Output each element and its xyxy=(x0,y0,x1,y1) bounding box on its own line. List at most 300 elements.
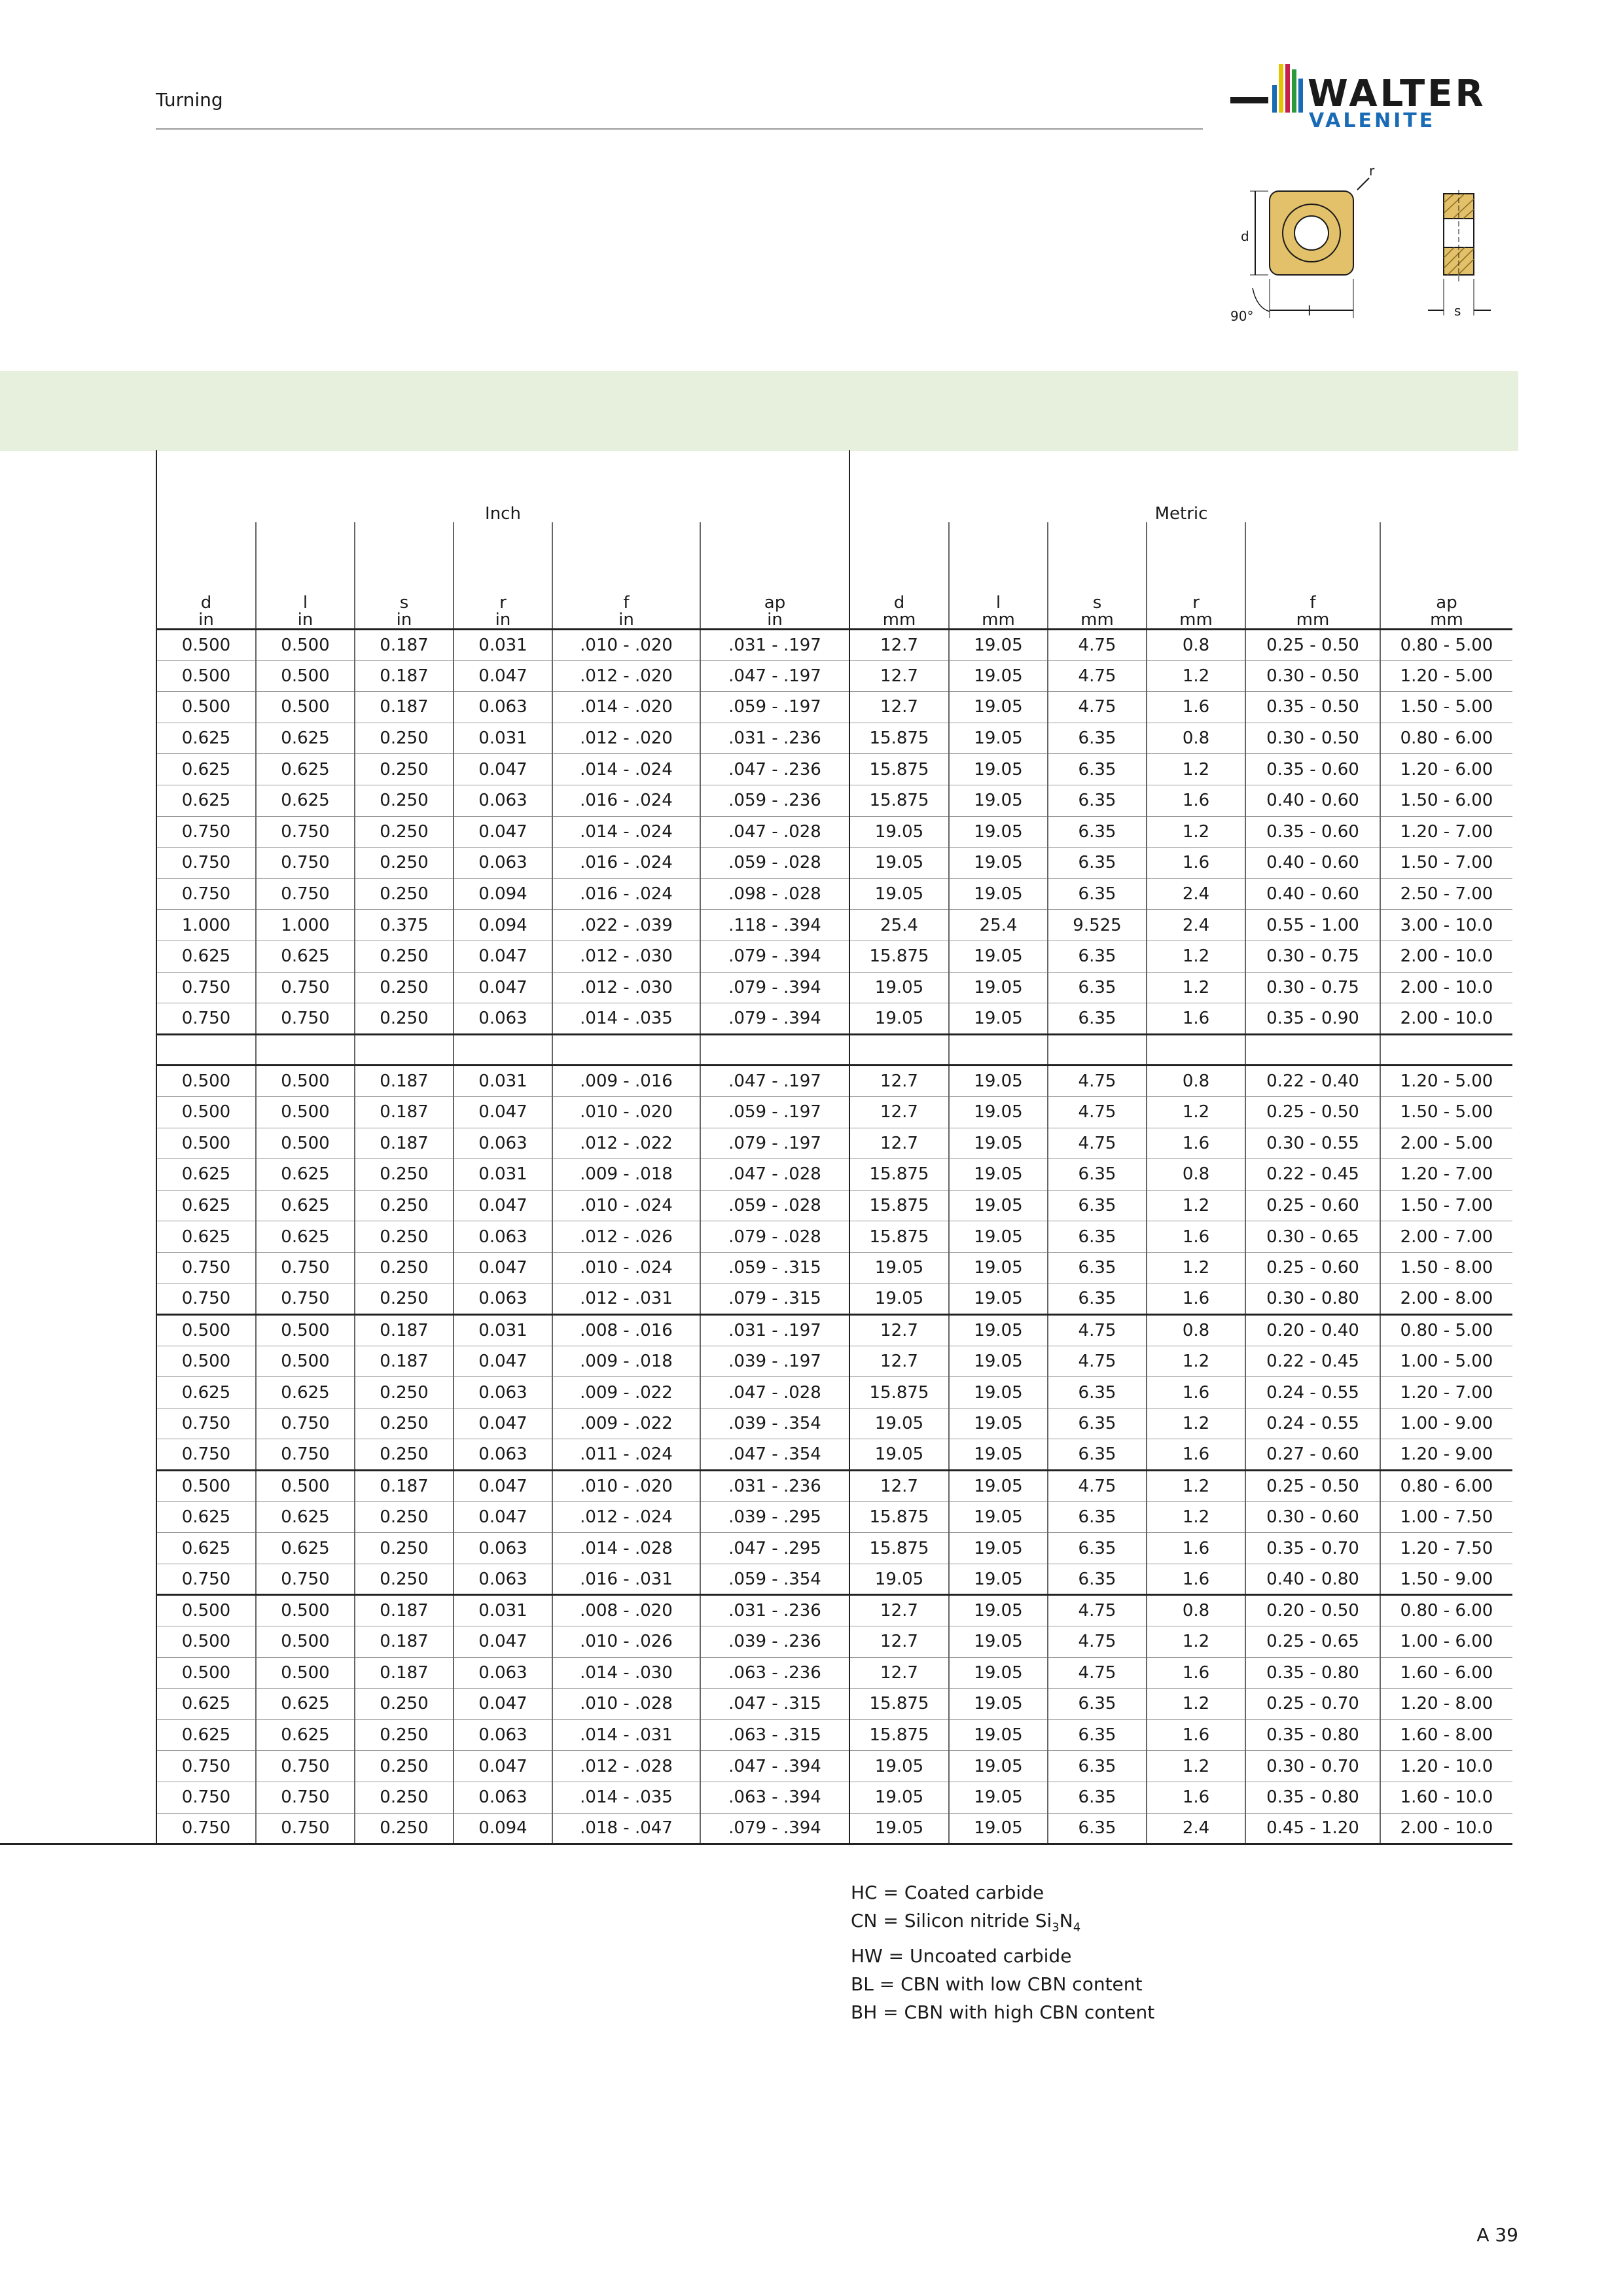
col-header-l-in: l in xyxy=(256,522,355,630)
cell-r-mm: 0.8 xyxy=(1147,1595,1245,1626)
cell-f-mm: 0.25 - 0.65 xyxy=(1245,1626,1380,1658)
cell-r-mm: 2.4 xyxy=(1147,1813,1245,1844)
cell-ap-mm: 0.80 - 5.00 xyxy=(1380,630,1512,661)
cell-s-in: 0.250 xyxy=(355,941,454,972)
cell-s-in: 0.187 xyxy=(355,1595,454,1626)
cell-l-in: 0.750 xyxy=(256,1439,355,1471)
cell-s-in: 0.187 xyxy=(355,1096,454,1128)
cell-s-in: 0.187 xyxy=(355,660,454,692)
cell-ap-mm: 2.00 - 5.00 xyxy=(1380,1128,1512,1159)
col-header-s-mm: s mm xyxy=(1048,522,1147,630)
cell-d-mm: 15.875 xyxy=(849,723,949,754)
cell-l-in: 0.500 xyxy=(256,630,355,661)
cell-f-mm: 0.55 - 1.00 xyxy=(1245,910,1380,941)
cell-ap-in: .059 - .236 xyxy=(700,785,849,816)
cell-r-in: 0.047 xyxy=(454,754,552,785)
cell-f-mm: 0.30 - 0.50 xyxy=(1245,660,1380,692)
cell-f-mm: 0.30 - 0.65 xyxy=(1245,1221,1380,1253)
cell-l-mm: 19.05 xyxy=(949,785,1048,816)
cell-r-mm: 2.4 xyxy=(1147,910,1245,941)
dimension-table xyxy=(0,450,1512,1845)
cell-f-in: .008 - .020 xyxy=(552,1595,700,1626)
cell-l-in: 0.625 xyxy=(256,723,355,754)
cell-d-mm: 15.875 xyxy=(849,785,949,816)
cell-s-mm: 6.35 xyxy=(1048,1377,1147,1408)
cell-s-mm: 4.75 xyxy=(1048,1595,1147,1626)
cell-f-mm: 0.35 - 0.70 xyxy=(1245,1533,1380,1564)
cell-r-mm: 1.2 xyxy=(1147,1408,1245,1439)
cell-s-mm: 6.35 xyxy=(1048,1689,1147,1720)
cell-l-mm: 19.05 xyxy=(949,1782,1048,1813)
cell-ap-mm: 1.60 - 10.0 xyxy=(1380,1782,1512,1813)
label-d: d xyxy=(1241,228,1249,244)
cell-s-mm: 4.75 xyxy=(1048,692,1147,723)
walter-valenite-logo xyxy=(1230,59,1518,137)
cell-d-in: 0.625 xyxy=(156,723,256,754)
cell-f-mm: 0.22 - 0.45 xyxy=(1245,1159,1380,1191)
cell-s-in: 0.250 xyxy=(355,754,454,785)
cell-l-in: 0.625 xyxy=(256,1501,355,1533)
cell-f-mm: 0.40 - 0.80 xyxy=(1245,1564,1380,1595)
cell-ap-in: .047 - .028 xyxy=(700,816,849,848)
cell-ap-mm: 0.80 - 6.00 xyxy=(1380,1595,1512,1626)
cell-ap-mm: 1.60 - 6.00 xyxy=(1380,1657,1512,1689)
cell-d-mm: 15.875 xyxy=(849,1221,949,1253)
cell-l-mm: 19.05 xyxy=(949,848,1048,879)
cell-s-in: 0.250 xyxy=(355,848,454,879)
cell-l-mm: 19.05 xyxy=(949,630,1048,661)
cell-r-in: 0.063 xyxy=(454,1377,552,1408)
cell-d-in: 0.500 xyxy=(156,1096,256,1128)
cell-d-mm: 19.05 xyxy=(849,1252,949,1283)
cell-s-mm: 6.35 xyxy=(1048,848,1147,879)
cell-r-mm: 1.6 xyxy=(1147,1533,1245,1564)
cell-d-mm: 19.05 xyxy=(849,1751,949,1782)
cell-s-mm: 6.35 xyxy=(1048,1782,1147,1813)
col-header-d-mm: d mm xyxy=(849,522,949,630)
cell-ap-mm: 0.80 - 6.00 xyxy=(1380,723,1512,754)
col-header-r-in: r in xyxy=(454,522,552,630)
cell-ap-in: .079 - .315 xyxy=(700,1283,849,1315)
cell-ap-mm: 2.00 - 10.0 xyxy=(1380,1813,1512,1844)
cell-f-mm: 0.30 - 0.75 xyxy=(1245,941,1380,972)
legend-hw: HW = Uncoated carbide xyxy=(851,1945,1072,1967)
cell-s-mm: 6.35 xyxy=(1048,1439,1147,1471)
cell-l-in: 0.500 xyxy=(256,1066,355,1097)
cell-r-in: 0.047 xyxy=(454,660,552,692)
cell-d-in: 0.500 xyxy=(156,1066,256,1097)
cell-f-mm: 0.35 - 0.50 xyxy=(1245,692,1380,723)
cell-r-mm: 1.6 xyxy=(1147,848,1245,879)
col-header-f-mm: f mm xyxy=(1245,522,1380,630)
cell-f-mm: 0.35 - 0.80 xyxy=(1245,1719,1380,1751)
cell-l-in: 0.500 xyxy=(256,1471,355,1502)
cell-r-mm: 1.2 xyxy=(1147,1096,1245,1128)
table-row xyxy=(0,660,1512,692)
cell-d-in: 0.625 xyxy=(156,1221,256,1253)
cell-f-in: .008 - .016 xyxy=(552,1315,700,1346)
cell-ap-mm: 1.50 - 8.00 xyxy=(1380,1252,1512,1283)
cell-s-in xyxy=(355,1034,454,1066)
cell-s-mm: 4.75 xyxy=(1048,1096,1147,1128)
cell-f-in: .016 - .031 xyxy=(552,1564,700,1595)
cell-ap-in: .031 - .197 xyxy=(700,1315,849,1346)
cell-r-in: 0.063 xyxy=(454,1657,552,1689)
cell-d-mm: 25.4 xyxy=(849,910,949,941)
cell-r-mm: 1.2 xyxy=(1147,816,1245,848)
cell-d-mm: 15.875 xyxy=(849,1159,949,1191)
cell-ap-mm: 1.20 - 7.50 xyxy=(1380,1533,1512,1564)
cell-d-in: 0.500 xyxy=(156,660,256,692)
cell-s-mm: 6.35 xyxy=(1048,1564,1147,1595)
table-row xyxy=(0,723,1512,754)
cell-s-mm: 6.35 xyxy=(1048,1533,1147,1564)
cell-l-mm: 19.05 xyxy=(949,1159,1048,1191)
cell-s-mm: 4.75 xyxy=(1048,1315,1147,1346)
cell-l-mm: 19.05 xyxy=(949,1719,1048,1751)
cell-s-mm: 6.35 xyxy=(1048,941,1147,972)
cell-d-mm: 19.05 xyxy=(849,1408,949,1439)
cell-r-in: 0.031 xyxy=(454,723,552,754)
cell-d-mm: 12.7 xyxy=(849,1595,949,1626)
cell-d-in: 0.750 xyxy=(156,1564,256,1595)
table-row xyxy=(0,1034,1512,1066)
legend-bl: BL = CBN with low CBN content xyxy=(851,1973,1143,1995)
cell-ap-in: .047 - .394 xyxy=(700,1751,849,1782)
col-header-f-in: f in xyxy=(552,522,700,630)
label-angle: 90° xyxy=(1230,308,1254,324)
cell-ap-mm: 1.00 - 7.50 xyxy=(1380,1501,1512,1533)
cell-ap-in: .047 - .197 xyxy=(700,660,849,692)
cell-s-in: 0.250 xyxy=(355,1190,454,1221)
cell-d-in: 0.500 xyxy=(156,1657,256,1689)
cell-f-mm: 0.30 - 0.80 xyxy=(1245,1283,1380,1315)
cell-l-mm: 19.05 xyxy=(949,1813,1048,1844)
cell-f-mm: 0.24 - 0.55 xyxy=(1245,1408,1380,1439)
cell-d-mm: 12.7 xyxy=(849,1346,949,1377)
cell-l-in: 0.500 xyxy=(256,1315,355,1346)
table-row xyxy=(0,1003,1512,1035)
cell-s-mm: 6.35 xyxy=(1048,1283,1147,1315)
cell-r-in: 0.047 xyxy=(454,1471,552,1502)
cell-r-in: 0.094 xyxy=(454,1813,552,1844)
cell-ap-mm: 1.20 - 5.00 xyxy=(1380,1066,1512,1097)
cell-l-mm: 19.05 xyxy=(949,1096,1048,1128)
cell-s-mm: 6.35 xyxy=(1048,723,1147,754)
cell-r-in: 0.063 xyxy=(454,692,552,723)
cell-r-mm: 0.8 xyxy=(1147,630,1245,661)
cell-r-in: 0.063 xyxy=(454,1564,552,1595)
cell-s-in: 0.250 xyxy=(355,1252,454,1283)
cell-d-in: 0.500 xyxy=(156,1128,256,1159)
cell-l-in: 0.625 xyxy=(256,1221,355,1253)
cell-s-in: 0.187 xyxy=(355,1315,454,1346)
cell-s-in: 0.250 xyxy=(355,878,454,910)
cell-f-mm: 0.30 - 0.60 xyxy=(1245,1501,1380,1533)
cell-ap-in: .063 - .394 xyxy=(700,1782,849,1813)
cell-ap-in: .031 - .236 xyxy=(700,1471,849,1502)
cell-f-mm: 0.22 - 0.40 xyxy=(1245,1066,1380,1097)
cell-ap-mm: 0.80 - 6.00 xyxy=(1380,1471,1512,1502)
cell-s-in: 0.187 xyxy=(355,692,454,723)
table-row xyxy=(0,1626,1512,1658)
cell-l-in: 0.750 xyxy=(256,1564,355,1595)
cell-l-mm: 19.05 xyxy=(949,1471,1048,1502)
table-row xyxy=(0,1408,1512,1439)
cell-r-in: 0.047 xyxy=(454,1096,552,1128)
cell-s-mm: 4.75 xyxy=(1048,1066,1147,1097)
cell-d-mm: 12.7 xyxy=(849,1066,949,1097)
cell-d-in: 0.750 xyxy=(156,1003,256,1035)
cell-ap-mm: 1.20 - 9.00 xyxy=(1380,1439,1512,1471)
cell-l-in: 0.750 xyxy=(256,1283,355,1315)
col-header-ap-mm: ap mm xyxy=(1380,522,1512,630)
label-l: l xyxy=(1308,303,1311,319)
table-row xyxy=(0,785,1512,816)
cell-ap-in: .059 - .315 xyxy=(700,1252,849,1283)
cell-f-in: .009 - .022 xyxy=(552,1408,700,1439)
cell-s-mm: 4.75 xyxy=(1048,1471,1147,1502)
cell-s-in: 0.250 xyxy=(355,1408,454,1439)
cell-d-in: 0.500 xyxy=(156,1346,256,1377)
table-row xyxy=(0,1719,1512,1751)
cell-ap-in: .059 - .028 xyxy=(700,848,849,879)
cell-r-in: 0.047 xyxy=(454,1689,552,1720)
legend-cn: CN = Silicon nitride $Si_3N_4$ xyxy=(851,1910,1081,1935)
cell-d-in: 0.625 xyxy=(156,1159,256,1191)
cell-r-mm: 1.2 xyxy=(1147,1252,1245,1283)
section-title: Turning xyxy=(156,89,223,111)
cell-l-in: 0.625 xyxy=(256,1719,355,1751)
cell-l-in: 0.750 xyxy=(256,1003,355,1035)
cell-ap-in: .031 - .236 xyxy=(700,723,849,754)
cell-ap-mm: 3.00 - 10.0 xyxy=(1380,910,1512,941)
cell-ap-in: .059 - .028 xyxy=(700,1190,849,1221)
cell-r-in xyxy=(454,1034,552,1066)
table-row xyxy=(0,1751,1512,1782)
cell-l-mm: 19.05 xyxy=(949,1283,1048,1315)
cell-ap-mm: 2.00 - 8.00 xyxy=(1380,1283,1512,1315)
cell-r-in: 0.047 xyxy=(454,1408,552,1439)
cell-ap-in: .098 - .028 xyxy=(700,878,849,910)
cell-d-mm: 15.875 xyxy=(849,1689,949,1720)
cell-s-in: 0.250 xyxy=(355,972,454,1003)
cell-l-in: 1.000 xyxy=(256,910,355,941)
cell-r-in: 0.063 xyxy=(454,1782,552,1813)
cell-f-mm: 0.35 - 0.80 xyxy=(1245,1782,1380,1813)
cell-ap-mm: 1.50 - 7.00 xyxy=(1380,1190,1512,1221)
cell-ap-in: .047 - .315 xyxy=(700,1689,849,1720)
cell-r-mm: 1.6 xyxy=(1147,1003,1245,1035)
cell-f-in: .014 - .030 xyxy=(552,1657,700,1689)
cell-l-mm: 19.05 xyxy=(949,1657,1048,1689)
cell-d-in: 0.750 xyxy=(156,816,256,848)
cell-d-mm: 15.875 xyxy=(849,1719,949,1751)
cell-l-mm: 19.05 xyxy=(949,1595,1048,1626)
cell-s-in: 0.250 xyxy=(355,1501,454,1533)
cell-s-in: 0.187 xyxy=(355,630,454,661)
header-divider xyxy=(156,128,1203,130)
cell-r-in: 0.047 xyxy=(454,816,552,848)
cell-f-mm: 0.25 - 0.50 xyxy=(1245,630,1380,661)
cell-r-mm: 2.4 xyxy=(1147,878,1245,910)
cell-f-in: .011 - .024 xyxy=(552,1439,700,1471)
cell-l-mm: 19.05 xyxy=(949,1689,1048,1720)
cell-ap-mm: 1.00 - 5.00 xyxy=(1380,1346,1512,1377)
cell-f-in: .012 - .020 xyxy=(552,723,700,754)
cell-s-in: 0.250 xyxy=(355,1283,454,1315)
cell-f-in xyxy=(552,1034,700,1066)
cell-d-in: 0.625 xyxy=(156,1501,256,1533)
cell-r-mm: 1.2 xyxy=(1147,660,1245,692)
cell-r-mm: 1.6 xyxy=(1147,1283,1245,1315)
cell-s-in: 0.250 xyxy=(355,1813,454,1844)
cell-ap-in xyxy=(700,1034,849,1066)
cell-ap-in: .079 - .394 xyxy=(700,1813,849,1844)
cell-ap-mm: 1.20 - 10.0 xyxy=(1380,1751,1512,1782)
cell-ap-in: .039 - .236 xyxy=(700,1626,849,1658)
cell-f-in: .012 - .020 xyxy=(552,660,700,692)
cell-r-in: 0.031 xyxy=(454,1595,552,1626)
cell-d-mm xyxy=(849,1034,949,1066)
cell-f-in: .009 - .022 xyxy=(552,1377,700,1408)
table-row xyxy=(0,754,1512,785)
cell-d-in: 0.750 xyxy=(156,1813,256,1844)
cell-l-mm: 19.05 xyxy=(949,972,1048,1003)
col-header-ap-in: ap in xyxy=(700,522,849,630)
cell-f-mm: 0.35 - 0.60 xyxy=(1245,816,1380,848)
cell-f-in: .010 - .020 xyxy=(552,1471,700,1502)
cell-s-mm: 6.35 xyxy=(1048,754,1147,785)
cell-s-in: 0.250 xyxy=(355,1751,454,1782)
cell-f-mm: 0.27 - 0.60 xyxy=(1245,1439,1380,1471)
table-row xyxy=(0,878,1512,910)
cell-f-mm: 0.40 - 0.60 xyxy=(1245,878,1380,910)
cell-s-in: 0.250 xyxy=(355,1377,454,1408)
cell-f-mm: 0.30 - 0.55 xyxy=(1245,1128,1380,1159)
cell-s-mm: 4.75 xyxy=(1048,1626,1147,1658)
cell-d-in: 0.750 xyxy=(156,1408,256,1439)
cell-f-mm: 0.20 - 0.50 xyxy=(1245,1595,1380,1626)
cell-ap-in: .079 - .197 xyxy=(700,1128,849,1159)
cell-f-mm: 0.25 - 0.50 xyxy=(1245,1471,1380,1502)
cell-r-in: 0.047 xyxy=(454,941,552,972)
cell-r-in: 0.063 xyxy=(454,785,552,816)
cell-f-mm: 0.35 - 0.60 xyxy=(1245,754,1380,785)
cell-l-mm: 19.05 xyxy=(949,660,1048,692)
cell-s-in: 0.250 xyxy=(355,1221,454,1253)
cell-l-in: 0.750 xyxy=(256,878,355,910)
cell-ap-mm: 1.20 - 7.00 xyxy=(1380,1377,1512,1408)
cell-s-in: 0.250 xyxy=(355,1533,454,1564)
cell-l-mm: 19.05 xyxy=(949,754,1048,785)
cell-f-mm xyxy=(1245,1034,1380,1066)
cell-l-in: 0.625 xyxy=(256,1159,355,1191)
cell-d-mm: 12.7 xyxy=(849,1657,949,1689)
table-row xyxy=(0,1128,1512,1159)
cell-f-mm: 0.30 - 0.70 xyxy=(1245,1751,1380,1782)
cell-r-mm: 1.6 xyxy=(1147,1564,1245,1595)
cell-s-in: 0.250 xyxy=(355,1003,454,1035)
cell-l-in: 0.750 xyxy=(256,1751,355,1782)
cell-l-mm: 19.05 xyxy=(949,1751,1048,1782)
cell-f-mm: 0.35 - 0.80 xyxy=(1245,1657,1380,1689)
cell-l-mm: 19.05 xyxy=(949,878,1048,910)
cell-f-mm: 0.40 - 0.60 xyxy=(1245,785,1380,816)
cell-d-mm: 19.05 xyxy=(849,1439,949,1471)
cell-s-in: 0.250 xyxy=(355,1439,454,1471)
cell-f-mm: 0.25 - 0.60 xyxy=(1245,1190,1380,1221)
cell-r-in: 0.047 xyxy=(454,1626,552,1658)
cell-l-in: 0.750 xyxy=(256,1252,355,1283)
cell-s-mm xyxy=(1048,1034,1147,1066)
cell-f-in: .010 - .020 xyxy=(552,1096,700,1128)
cell-l-mm: 19.05 xyxy=(949,1252,1048,1283)
cell-f-in: .014 - .031 xyxy=(552,1719,700,1751)
cell-f-in: .010 - .020 xyxy=(552,630,700,661)
cell-d-in: 0.750 xyxy=(156,1439,256,1471)
table-row xyxy=(0,1439,1512,1471)
cell-d-in: 0.750 xyxy=(156,972,256,1003)
cell-f-in: .012 - .030 xyxy=(552,941,700,972)
cell-f-in: .014 - .035 xyxy=(552,1782,700,1813)
cell-l-mm: 19.05 xyxy=(949,1439,1048,1471)
cell-f-in: .010 - .026 xyxy=(552,1626,700,1658)
cell-d-in: 1.000 xyxy=(156,910,256,941)
cell-d-in: 0.625 xyxy=(156,941,256,972)
table-row xyxy=(0,1066,1512,1097)
cell-f-in: .010 - .028 xyxy=(552,1689,700,1720)
cell-l-in: 0.625 xyxy=(256,1190,355,1221)
cell-r-in: 0.047 xyxy=(454,1501,552,1533)
cell-f-in: .012 - .026 xyxy=(552,1221,700,1253)
cell-f-in: .016 - .024 xyxy=(552,878,700,910)
cell-d-mm: 12.7 xyxy=(849,692,949,723)
cell-f-in: .018 - .047 xyxy=(552,1813,700,1844)
table-row xyxy=(0,1221,1512,1253)
green-header-band xyxy=(0,371,1518,451)
cell-r-mm: 1.2 xyxy=(1147,1501,1245,1533)
cell-d-mm: 12.7 xyxy=(849,630,949,661)
cell-s-in: 0.250 xyxy=(355,1564,454,1595)
cell-s-mm: 6.35 xyxy=(1048,1003,1147,1035)
cell-l-mm: 19.05 xyxy=(949,1221,1048,1253)
table-row xyxy=(0,1595,1512,1626)
cell-r-mm: 1.2 xyxy=(1147,1751,1245,1782)
cell-r-mm xyxy=(1147,1034,1245,1066)
logo-text-walter: WALTER xyxy=(1308,73,1486,115)
cell-ap-in: .059 - .197 xyxy=(700,1096,849,1128)
legend-bh: BH = CBN with high CBN content xyxy=(851,2001,1155,2023)
table-row xyxy=(0,848,1512,879)
cell-d-mm: 19.05 xyxy=(849,1564,949,1595)
cell-d-mm: 12.7 xyxy=(849,1315,949,1346)
cell-l-mm: 19.05 xyxy=(949,1003,1048,1035)
cell-d-mm: 12.7 xyxy=(849,660,949,692)
cell-f-in: .009 - .018 xyxy=(552,1346,700,1377)
cell-f-in: .012 - .031 xyxy=(552,1283,700,1315)
group-header-row xyxy=(0,450,1512,522)
cell-f-mm: 0.25 - 0.60 xyxy=(1245,1252,1380,1283)
cell-l-in: 0.750 xyxy=(256,848,355,879)
cell-d-in: 0.750 xyxy=(156,1252,256,1283)
table-row xyxy=(0,1782,1512,1813)
cell-d-in: 0.750 xyxy=(156,848,256,879)
cell-ap-mm: 1.00 - 9.00 xyxy=(1380,1408,1512,1439)
cell-f-in: .012 - .028 xyxy=(552,1751,700,1782)
table-row xyxy=(0,1564,1512,1595)
cell-f-in: .012 - .030 xyxy=(552,972,700,1003)
